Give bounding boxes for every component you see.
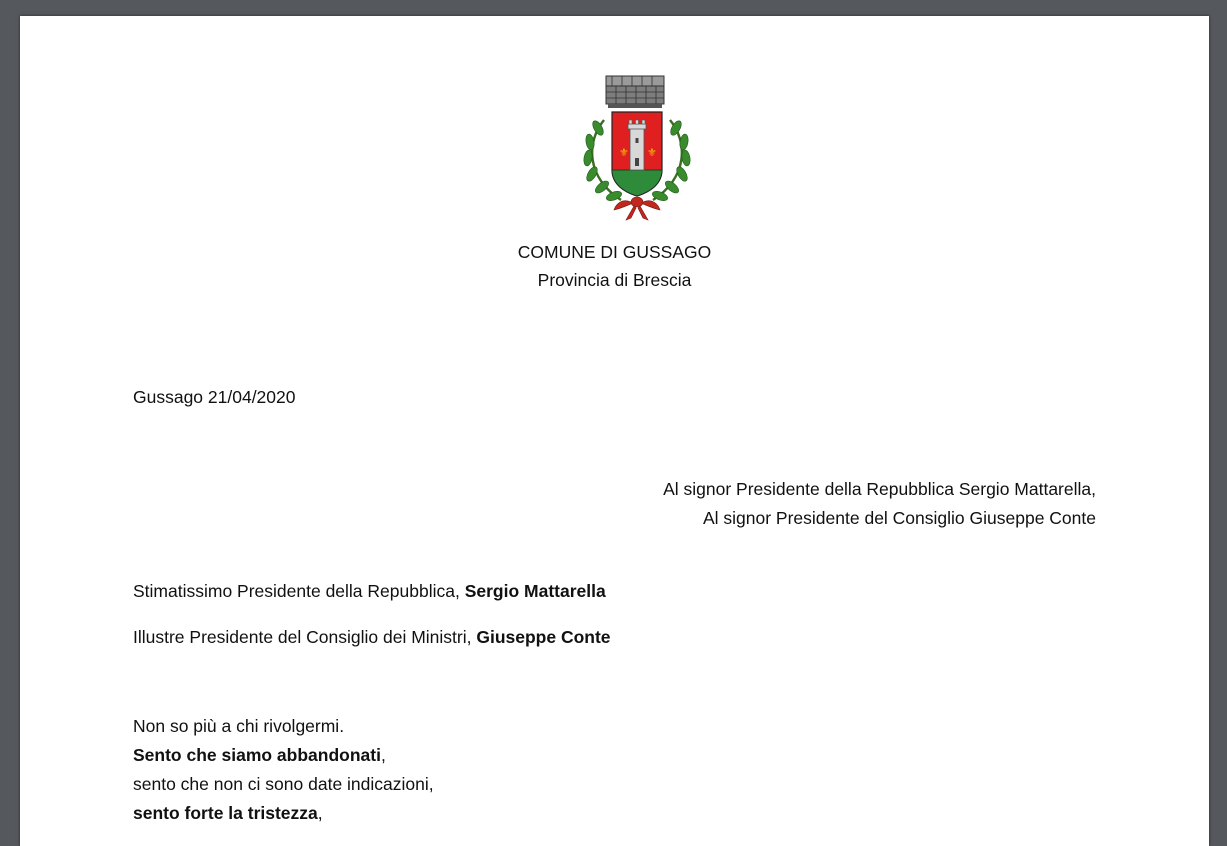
document-page bbox=[20, 16, 1209, 846]
salutation-name: Sergio Mattarella bbox=[464, 581, 606, 601]
municipality-name: COMUNE DI GUSSAGO bbox=[517, 242, 712, 262]
body-line: Sento che siamo abbandonati, bbox=[133, 745, 386, 765]
recipient-line: Al signor Presidente del Consiglio Giuseppe Conte bbox=[702, 508, 1096, 528]
svg-text:⚜: ⚜ bbox=[619, 146, 629, 159]
date-line: Gussago 21/04/2020 bbox=[133, 387, 296, 407]
province-name: Provincia di Brescia bbox=[537, 270, 692, 290]
body-line: Non so più a chi rivolgermi. bbox=[133, 716, 345, 736]
ribbon-bow-icon bbox=[614, 197, 660, 220]
recipient-line: Al signor Presidente della Repubblica Sergio Mattarella, bbox=[663, 479, 1096, 499]
coat-of-arms-emblem bbox=[576, 72, 698, 222]
salutation-prefix: Illustre Presidente del Consiglio dei Ministri, bbox=[133, 627, 477, 647]
salutation-line bbox=[133, 627, 611, 648]
mural-crown-icon bbox=[606, 76, 664, 108]
salutation-prefix: Stimatissimo Presidente della Repubblica, bbox=[133, 581, 465, 601]
svg-text:⚜: ⚜ bbox=[647, 146, 657, 159]
body-line: sento forte la tristezza, bbox=[133, 803, 323, 823]
shield-icon bbox=[612, 112, 662, 196]
salutation-line bbox=[133, 581, 606, 602]
body-line: sento che non ci sono date indicazioni, bbox=[133, 774, 434, 794]
salutation-name: Giuseppe Conte bbox=[476, 627, 611, 647]
